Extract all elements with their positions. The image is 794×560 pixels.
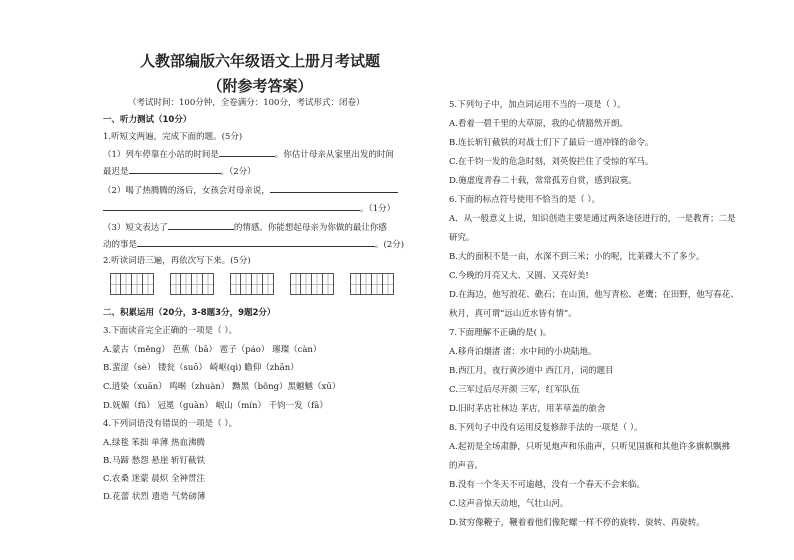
answer-blank[interactable] (219, 147, 275, 157)
tianzige-grid[interactable] (290, 273, 334, 295)
tianzige-grid[interactable] (110, 273, 154, 295)
q5-option-a: A.看着一碧千里的大草原，我的心情豁然开朗。 (449, 119, 628, 129)
q3-stem: 3.下面读音完全正确的一项是（ ）。 (103, 326, 238, 336)
q4-option-a: A.绿毯 笨拙 单薄 热血沸腾 (103, 438, 205, 448)
section-1-heading: 一、听力测试（10分） (103, 115, 192, 125)
q1-part1-line1 (103, 147, 394, 161)
tianzige-grid[interactable] (350, 273, 394, 295)
q6-option-d-line2: 秋月，真可谓“远山近水皆有情”。 (449, 309, 577, 319)
q4-option-d: D.花蕾 状烈 遗造 气势磅薄 (103, 492, 206, 502)
section-2-heading: 二、积累运用（20分，3-8题3分，9题2分） (103, 308, 276, 318)
q8-option-b: B.没有一个冬天不可逾越，没有一个春天不会来临。 (449, 480, 645, 490)
tianzige-grid[interactable] (230, 273, 274, 295)
q7-option-d: D.旧时茅店社林边 茅店，用茅草盖的旅舍 (449, 404, 606, 414)
q8-option-d: D.贫穷像鞭子，鞭着着他们像陀螺一样不停的旋转、旋转、再旋转。 (449, 518, 705, 528)
q1-part3-text-a: （3）短文表达了 (103, 223, 168, 233)
q1-part1-text-d: 。（2分） (220, 167, 256, 177)
q7-option-c: C.三军过后尽开颜 三军，红军队伍 (449, 385, 580, 395)
answer-blank[interactable] (137, 237, 375, 247)
answer-blank[interactable] (129, 164, 221, 174)
q3-option-a: A.蒙古（měng） 芭蕉（bā） 雹子（páo） 璀璨（càn） (103, 345, 322, 355)
q1-stem: 1.听短文两遍，完成下面的题。(5分) (103, 132, 243, 142)
exam-subtitle: （附参考答案） (207, 77, 313, 95)
q6-option-d-line1: D.在海边，他写浪花、礁石；在山顶，他写青松、老鹰；在田野，他写春花、 (449, 290, 739, 300)
q5-option-c: C.在千钧一发的危急时刻，刘英俊拦住了受惊的军马。 (449, 157, 654, 167)
q1-part2-line1 (103, 183, 398, 197)
q8-option-a-line2: 的声音。 (449, 461, 484, 471)
q8-stem: 8.下列句子中没有运用反复修辞手法的一项是（ ）。 (449, 423, 643, 433)
q3-option-b: B.蜚涩（sè） 镂瓮（suō） 崎岖(qì) 瞻仰（zhān） (103, 363, 299, 373)
q1-part2-line2 (103, 201, 395, 215)
q6-option-c: C.今晚的月亮又大、又圆、又亮好美! (449, 271, 589, 281)
q5-option-d: D.施虚度青春二十载，常常孤芳自赏，感到寂寞。 (449, 176, 637, 186)
q6-option-b: B.大的面积不是一亩，水深不到三米；小的呢，比莱碟大不了多少。 (449, 252, 705, 262)
q1-part3-line1 (103, 220, 387, 234)
q2-stem: 2.听读词语三遍，再依次写下来。(5分) (103, 256, 251, 266)
q1-part3-text-c: 动的事是 (103, 240, 138, 250)
exam-title: 人教部编版六年级语文上册月考试题 (139, 52, 380, 70)
q6-stem: 6.下面的标点符号使用不恰当的是（ ）。 (449, 195, 601, 205)
tianzige-grid[interactable] (170, 273, 214, 295)
q1-part3-text-b: 的情感。你能想起母亲为你做的最让你感 (233, 223, 387, 233)
answer-blank[interactable] (103, 201, 360, 211)
q8-option-a-line1: A.起初是全场肃静，只听见炮声和乐曲声，只听见国旗和其他许多旗帜飘拂 (449, 442, 730, 452)
q3-option-d: D.妩媚（fǔ） 冠冕（guàn） 岷山（mín） 千钧一发（fā） (103, 401, 328, 411)
q1-part1-text-c: 最迟是 (103, 167, 129, 177)
exam-info: （考试时间：100分钟，全卷满分：100分，考试形式：闭卷） (128, 98, 365, 108)
q6-option-a-line2: 研究。 (449, 233, 475, 243)
q4-stem: 4.下列词语没有错误的一项是（ ）。 (103, 419, 238, 429)
answer-blank[interactable] (168, 220, 234, 230)
q1-part2-text-a: （2）喝了热腾腾的汤后，女孩会对母亲说， (103, 186, 270, 196)
answer-blank[interactable] (270, 183, 398, 193)
word-writing-grids (110, 273, 410, 297)
q1-part2-text-b: 。（1分） (360, 204, 396, 214)
q5-stem: 5.下列句子中，加点词运用不当的一项是（ ）。 (449, 100, 626, 110)
q1-part3-line2 (103, 237, 404, 251)
q4-option-b: B.马蹄 愁怨 悬崖 斩钉截铁 (103, 456, 206, 466)
q1-part1-text-b: 。你估计母亲从家里出发的时间 (274, 150, 394, 160)
q8-option-c: C.这声音惊天动地，气壮山河。 (449, 499, 569, 509)
q6-option-a-line1: A．从一般意义上说，知识创造主要是通过两条途径进行的，一是教育；二是 (449, 214, 736, 224)
q5-option-b: B.连长斩钉截铁的对战士们下了最后一道冲锋的命令。 (449, 138, 654, 148)
q1-part3-text-d: 。(2分) (375, 240, 405, 250)
q4-option-c: C.农桑 迷蒙 晨炽 全神贯注 (103, 474, 206, 484)
q7-option-b: B.西江月，夜行黄沙道中 西江月，词的题目 (449, 366, 614, 376)
q3-option-c: C.逍染（xuān） 鸣啭（zhuàn） 黝黑（bǒng）黑魆魆（xū） (103, 382, 341, 392)
q1-part1-line2 (103, 164, 256, 178)
q7-option-a: A.移舟泊烟渚 渚：水中间的小块陆地。 (449, 347, 597, 357)
q7-stem: 7.下面理解不正确的是( )。 (449, 328, 552, 338)
q1-part1-text-a: （1）列车停靠在小站的时间是 (103, 150, 219, 160)
